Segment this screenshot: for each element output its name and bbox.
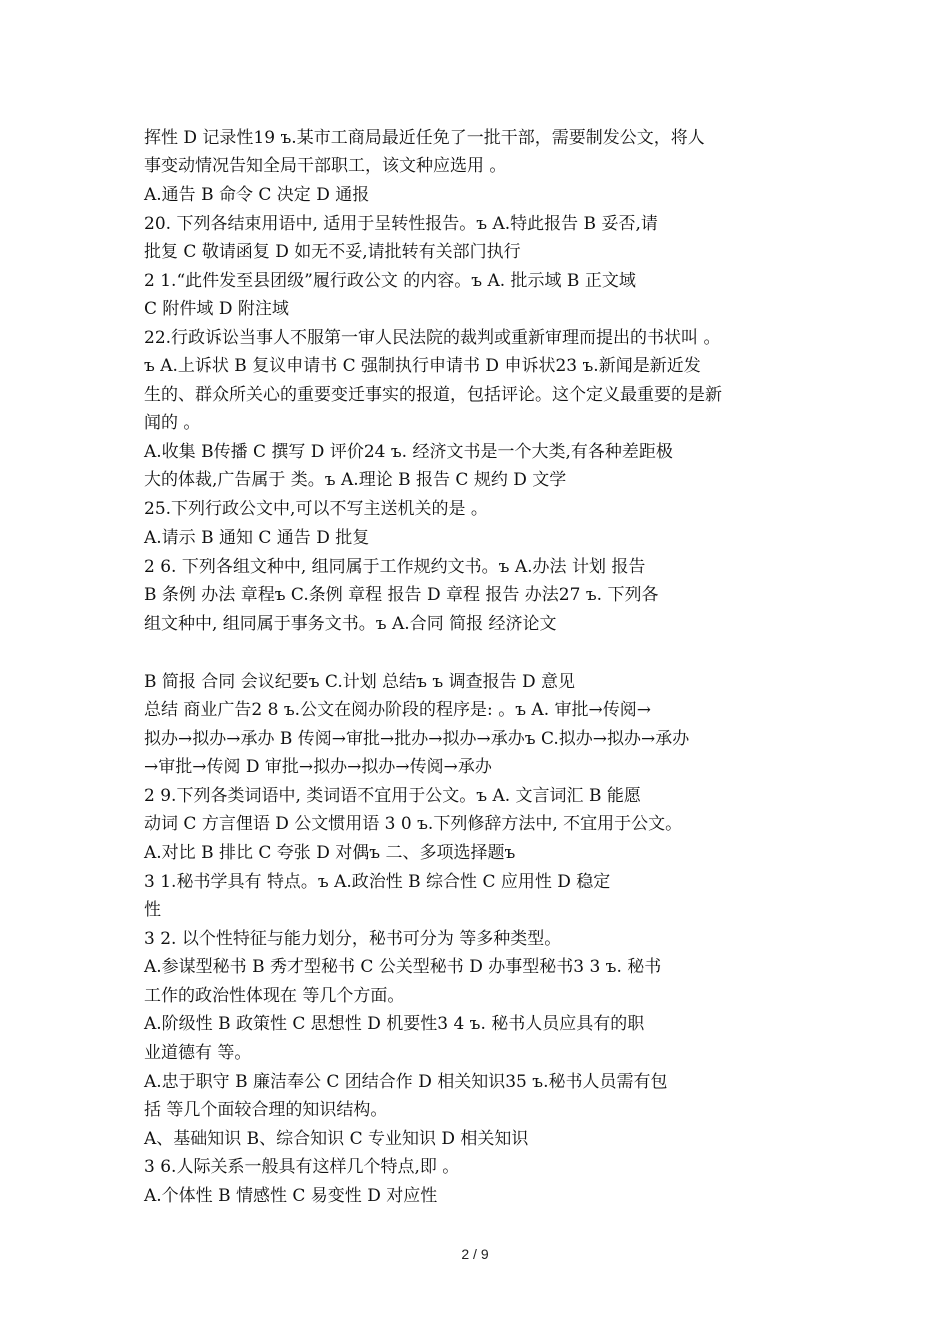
text-line: A.阶级性 B 政策性 C 思想性 D 机要性3 4 ъ. 秘书人员应具有的职 (144, 1014, 645, 1034)
page-number: 2 / 9 (461, 1246, 489, 1262)
text-line: 性 (144, 900, 161, 920)
text-line: A.请示 B 通知 C 通告 D 批复 (144, 528, 370, 548)
text-line: A.参谋型秘书 B 秀才型秘书 C 公关型秘书 D 办事型秘书3 3 ъ. 秘书 (144, 957, 662, 977)
text-line: A.个体性 B 情感性 C 易变性 D 对应性 (144, 1186, 438, 1206)
text-line: 拟办→拟办→承办 B 传阅→审批→批办→拟办→承办ъ C.拟办→拟办→承办 (144, 729, 690, 749)
text-line: 大的体裁,广告属于 类。ъ A.理论 B 报告 C 规约 D 文学 (144, 470, 567, 490)
text-line: 业道德有 等。 (144, 1043, 252, 1063)
text-line: 22.行政诉讼当事人不服第一审人民法院的裁判或重新审理而提出的书状叫 。 (144, 328, 721, 348)
text-line: 批复 C 敬请函复 D 如无不妥,请批转有关部门执行 (144, 242, 521, 262)
text-line: 闻的 。 (144, 413, 201, 433)
text-line: A.忠于职守 B 廉洁奉公 C 团结合作 D 相关知识35 ъ.秘书人员需有包 (144, 1072, 668, 1092)
text-line: A、基础知识 B、综合知识 C 专业知识 D 相关知识 (144, 1129, 529, 1149)
text-line: 工作的政治性体现在 等几个方面。 (144, 986, 405, 1006)
text-line: B 简报 合同 会议纪要ъ C.计划 总结ъ ъ 调查报告 D 意见 (144, 672, 576, 692)
text-line: 2 9.下列各类词语中, 类词语不宜用于公文。ъ A. 文言词汇 B 能愿 (144, 786, 641, 806)
text-line: ъ A.上诉状 B 复议申请书 C 强制执行申请书 D 申诉状23 ъ.新闻是新近发 (144, 356, 701, 376)
text-line: 总结 商业广告2 8 ъ.公文在阅办阶段的程序是: 。ъ A. 审批→传阅→ (144, 700, 651, 720)
text-line: 3 6.人际关系一般具有这样几个特点,即 。 (144, 1157, 460, 1177)
text-line: 2 1.“此件发至县团级”履行政公文 的内容。ъ A. 批示域 B 正文域 (144, 271, 636, 291)
text-line: 生的、群众所关心的重要变迁事实的报道，包括评论。这个定义最重要的是新 (144, 385, 722, 405)
text-line: 挥性 D 记录性19 ъ.某市工商局最近任免了一批干部，需要制发公文，将人 (144, 128, 705, 148)
text-line: 3 2. 以个性特征与能力划分，秘书可分为 等多种类型。 (144, 929, 562, 949)
text-line: 20. 下列各结束用语中, 适用于呈转性报告。ъ A.特此报告 B 妥否,请 (144, 214, 658, 234)
text-line: A.通告 B 命令 C 决定 D 通报 (144, 185, 370, 205)
text-line: 组文种中, 组同属于事务文书。ъ A.合同 简报 经济论文 (144, 614, 557, 634)
text-line: 括 等几个面较合理的知识结构。 (144, 1100, 388, 1120)
text-line: 事变动情况告知全局干部职工，该文种应选用 。 (144, 156, 507, 176)
text-line: B 条例 办法 章程ъ C.条例 章程 报告 D 章程 报告 办法27 ъ. 下列各 (144, 585, 659, 605)
text-line: 25.下列行政公文中,可以不写主送机关的是 。 (144, 499, 488, 519)
text-line: →审批→传阅 D 审批→拟办→拟办→传阅→承办 (144, 757, 492, 777)
text-line: 3 1.秘书学具有 特点。ъ A.政治性 B 综合性 C 应用性 D 稳定 (144, 872, 611, 892)
text-line: 2 6. 下列各组文种中, 组同属于工作规约文书。ъ A.办法 计划 报告 (144, 557, 646, 577)
text-line: A.对比 B 排比 C 夸张 D 对偶ъ 二、多项选择题ъ (144, 843, 516, 863)
text-line: C 附件域 D 附注域 (144, 299, 289, 319)
text-line: 动词 C 方言俚语 D 公文惯用语 3 0 ъ.下列修辞方法中, 不宜用于公文。 (144, 814, 683, 834)
text-line: A.收集 B传播 C 撰写 D 评价24 ъ. 经济文书是一个大类,有各种差距极 (144, 442, 673, 462)
